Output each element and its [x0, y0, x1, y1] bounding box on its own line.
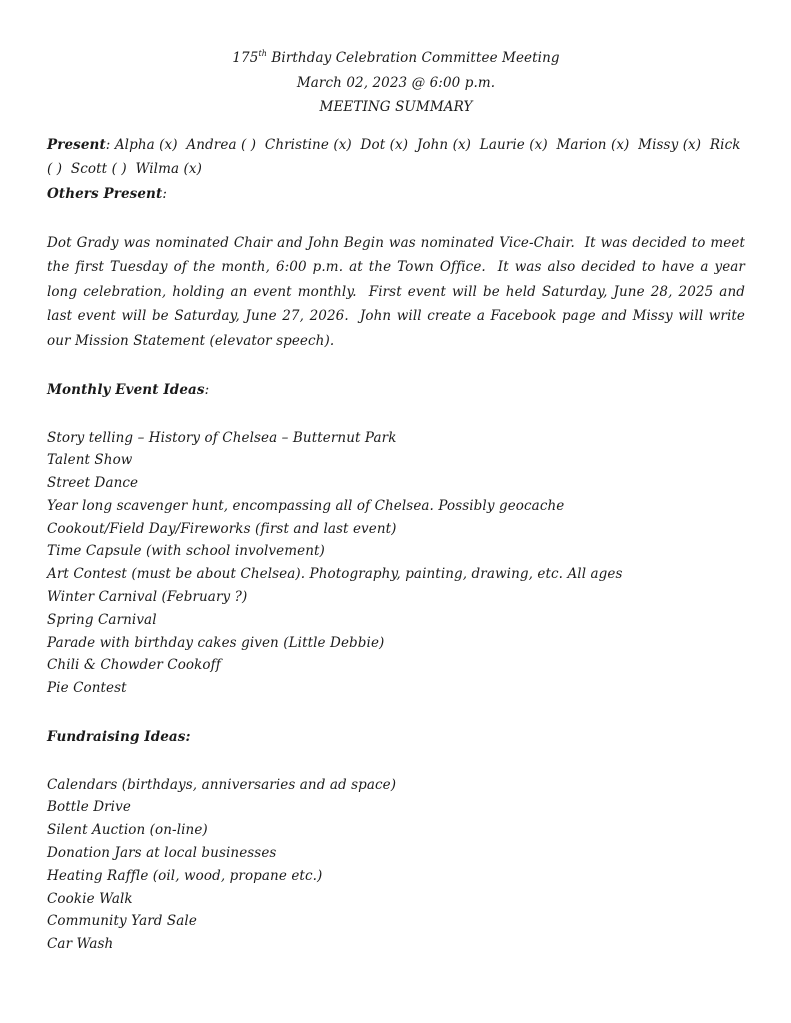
list-item: Bottle Drive	[47, 799, 131, 816]
spacer	[47, 700, 745, 725]
list-item: Year long scavenger hunt, encompassing all of Chelsea. Possibly geocache	[47, 497, 565, 514]
document-title: 175th Birthday Celebration Committee Meeting	[232, 49, 560, 66]
spacer	[47, 353, 745, 378]
list-item: Chili & Chowder Cookoff	[47, 657, 221, 674]
list-item: Art Contest (must be about Chelsea). Photography, painting, drawing, etc. All ages	[47, 566, 623, 583]
list-item: Heating Raffle (oil, wood, propane etc.)	[47, 867, 323, 884]
list-item: Cookout/Field Day/Fireworks (first and last event)	[47, 520, 397, 537]
event-ideas-list	[47, 427, 745, 701]
attendance-others	[47, 182, 745, 207]
event-ideas-heading: Monthly Event Ideas:	[47, 381, 210, 398]
list-item: Silent Auction (on-line)	[47, 822, 208, 839]
present-label: Present	[47, 136, 106, 153]
list-item: Car Wash	[47, 936, 114, 953]
list-item: Street Dance	[47, 475, 139, 492]
fundraising-heading: Fundraising Ideas:	[47, 728, 191, 745]
list-item: Pie Contest	[47, 680, 127, 697]
present-list: : Alpha (x) Andrea ( ) Christine (x) Dot (x) John (x) Laurie (x) Marion (x) Missy (x) Rick ( ) Scott ( ) Wilma (x)	[47, 136, 745, 177]
meeting-header	[47, 46, 745, 120]
list-item: Talent Show	[47, 452, 133, 469]
meeting-summary-paragraph: Dot Grady was nominated Chair and John Begin was nominated Vice-Chair. It was decided to meet the first Tuesday of the month, 6:00 p.m. at the Town Office. It was also decided to have a year long celebration, holding an event monthly. First event will be held Saturday, June 28, 2025 and last event will be Saturday, June 27, 2026. John will create a Facebook page and Missy will write our Mission Statement (elevator speech).	[47, 234, 750, 349]
list-item: Spring Carnival	[47, 611, 157, 628]
attendance-present	[47, 133, 745, 182]
list-item: Parade with birthday cakes given (Little Debbie)	[47, 634, 385, 651]
list-item: Winter Carnival (February ?)	[47, 589, 248, 606]
spacer	[47, 206, 745, 231]
others-present-value: :	[162, 185, 167, 202]
fundraising-list	[47, 774, 745, 956]
list-item: Cookie Walk	[47, 890, 133, 907]
list-item: Story telling – History of Chelsea – Butternut Park	[47, 429, 397, 446]
others-present-label: Others Present	[47, 185, 163, 202]
list-item: Calendars (birthdays, anniversaries and ad space)	[47, 776, 397, 793]
list-item: Time Capsule (with school involvement)	[47, 543, 325, 560]
document-subtitle: MEETING SUMMARY	[319, 99, 473, 115]
spacer	[47, 749, 745, 774]
meeting-date: March 02, 2023 @ 6:00 p.m.	[296, 74, 496, 91]
spacer	[47, 402, 745, 427]
list-item: Community Yard Sale	[47, 913, 197, 930]
list-item: Donation Jars at local businesses	[47, 844, 277, 861]
title-superscript: th	[258, 49, 268, 58]
